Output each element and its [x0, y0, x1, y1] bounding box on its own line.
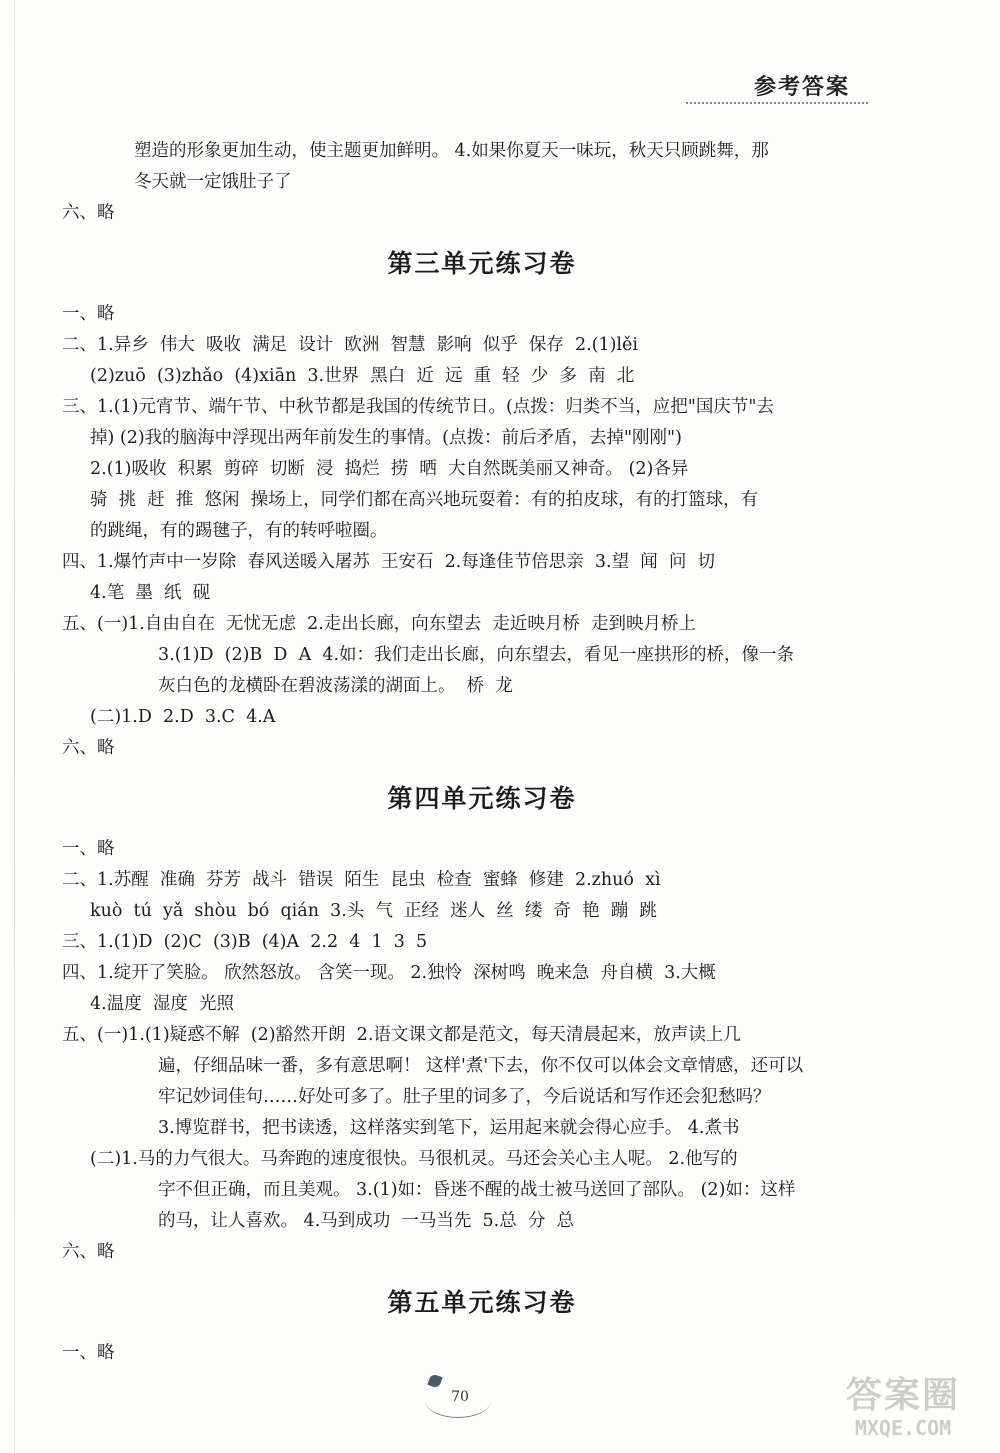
text-line: 4.笔 墨 纸 砚: [90, 583, 211, 603]
section-title-unit5: 第五单元练习卷: [387, 1288, 577, 1317]
binding-edge: [14, 0, 15, 1453]
text-line: 二、1.异乡 伟大 吸收 满足 设计 欧洲 智慧 影响 似乎 保存 2.(1)lěi: [62, 335, 638, 355]
text-line: 一、略: [62, 304, 115, 324]
text-line: 牢记妙词佳句……好处可多了。肚子里的词多了，今后说话和写作还会犯愁吗？: [158, 1087, 771, 1107]
text-line: 的马，让人喜欢。 4.马到成功 一马当先 5.总 分 总: [158, 1211, 574, 1231]
text-line: 掉) (2)我的脑海中浮现出两年前发生的事情。(点拨：前后矛盾，去掉"刚刚"): [90, 428, 682, 448]
text-line: 3.(1)D (2)B D A 4.如：我们走出长廊，向东望去，看见一座拱形的桥，像一条: [158, 645, 795, 665]
text-line: 一、略: [62, 1343, 115, 1363]
text-line: 六、略: [62, 1242, 115, 1262]
text-line: kuò tú yǎ shòu bó qián 3.头 气 正经 迷人 丝 缕 奇 艳 蹦 跳: [90, 901, 657, 921]
text-line: 遍，仔细品味一番，多有意思啊！ 这样'煮'下去，你不仅可以体会文章情感，还可以: [158, 1056, 804, 1076]
watermark-url: MXQE.COM: [854, 1416, 952, 1440]
text-line: 六、略: [62, 738, 115, 758]
text-line: 骑 挑 赶 推 悠闲 操场上，同学们都在高兴地玩耍着：有的拍皮球，有的打篮球，有: [90, 490, 759, 510]
page-number: 70: [451, 1389, 469, 1405]
watermark-logo: [828, 1375, 978, 1445]
text-line: 六、略: [62, 203, 115, 223]
text-line: 3.博览群书，把书读透，这样落实到笔下，运用起来就会得心应手。 4.煮书: [158, 1118, 740, 1138]
text-line: (二)1.马的力气很大。马奔跑的速度很快。马很机灵。马还会关心主人呢。 2.他写的: [90, 1149, 738, 1169]
text-line: 冬天就一定饿肚子了: [134, 172, 292, 192]
text-line: 五、(一)1.自由自在 无忧无虑 2.走出长廊，向东望去 走近映月桥 走到映月桥上: [62, 614, 697, 634]
text-line: 三、1.(1)D (2)C (3)B (4)A 2.2 4 1 3 5: [62, 932, 428, 952]
text-line: 一、略: [62, 839, 115, 859]
header-title: 参考答案: [753, 75, 850, 100]
text-line: (二)1.D 2.D 3.C 4.A: [90, 707, 276, 727]
text-line: 2.(1)吸收 积累 剪碎 切断 浸 捣烂 捞 晒 大自然既美丽又神奇。 (2)各异: [90, 459, 689, 479]
text-line: 4.温度 湿度 光照: [90, 994, 234, 1014]
text-line: 的跳绳，有的踢毽子，有的转呼啦圈。: [90, 521, 388, 541]
text-line: 五、(一)1.(1)疑惑不解 (2)豁然开朗 2.语文课文都是范文，每天清晨起来，放声读上几: [62, 1025, 741, 1045]
answer-content: [62, 136, 862, 1369]
page-footer: [425, 1383, 495, 1423]
section-title-unit3: 第三单元练习卷: [387, 249, 577, 278]
text-line: (2)zuō (3)zhǎo (4)xiān 3.世界 黑白 近 远 重 轻 少 多 南 北: [90, 366, 635, 386]
header-rule: [686, 102, 868, 104]
text-line: 三、1.(1)元宵节、端午节、中秋节都是我国的传统节日。(点拨：归类不当，应把"国庆节"去: [62, 397, 774, 417]
text-line: 二、1.苏醒 准确 芬芳 战斗 错误 陌生 昆虫 检查 蜜蜂 修建 2.zhuó xì: [62, 870, 661, 890]
text-line: 四、1.绽开了笑脸。 欣然怒放。 含笑一现。 2.独怜 深树鸣 晚来急 舟自横 3.大概: [62, 963, 716, 983]
text-line: 灰白色的龙横卧在碧波荡漾的湖面上。 桥 龙: [158, 676, 513, 696]
watermark-title: 答案圈: [845, 1375, 960, 1416]
section-title-unit4: 第四单元练习卷: [387, 784, 577, 813]
page-header: [754, 70, 850, 101]
text-line: 塑造的形象更加生动，使主题更加鲜明。 4.如果你夏天一味玩，秋天只顾跳舞，那: [134, 141, 769, 161]
text-line: 字不但正确，而且美观。 3.(1)如：昏迷不醒的战士被马送回了部队。 (2)如：这样: [158, 1180, 796, 1200]
text-line: 四、1.爆竹声中一岁除 春风送暖入屠苏 王安石 2.每逢佳节倍思亲 3.望 闻 问 切: [62, 552, 715, 572]
